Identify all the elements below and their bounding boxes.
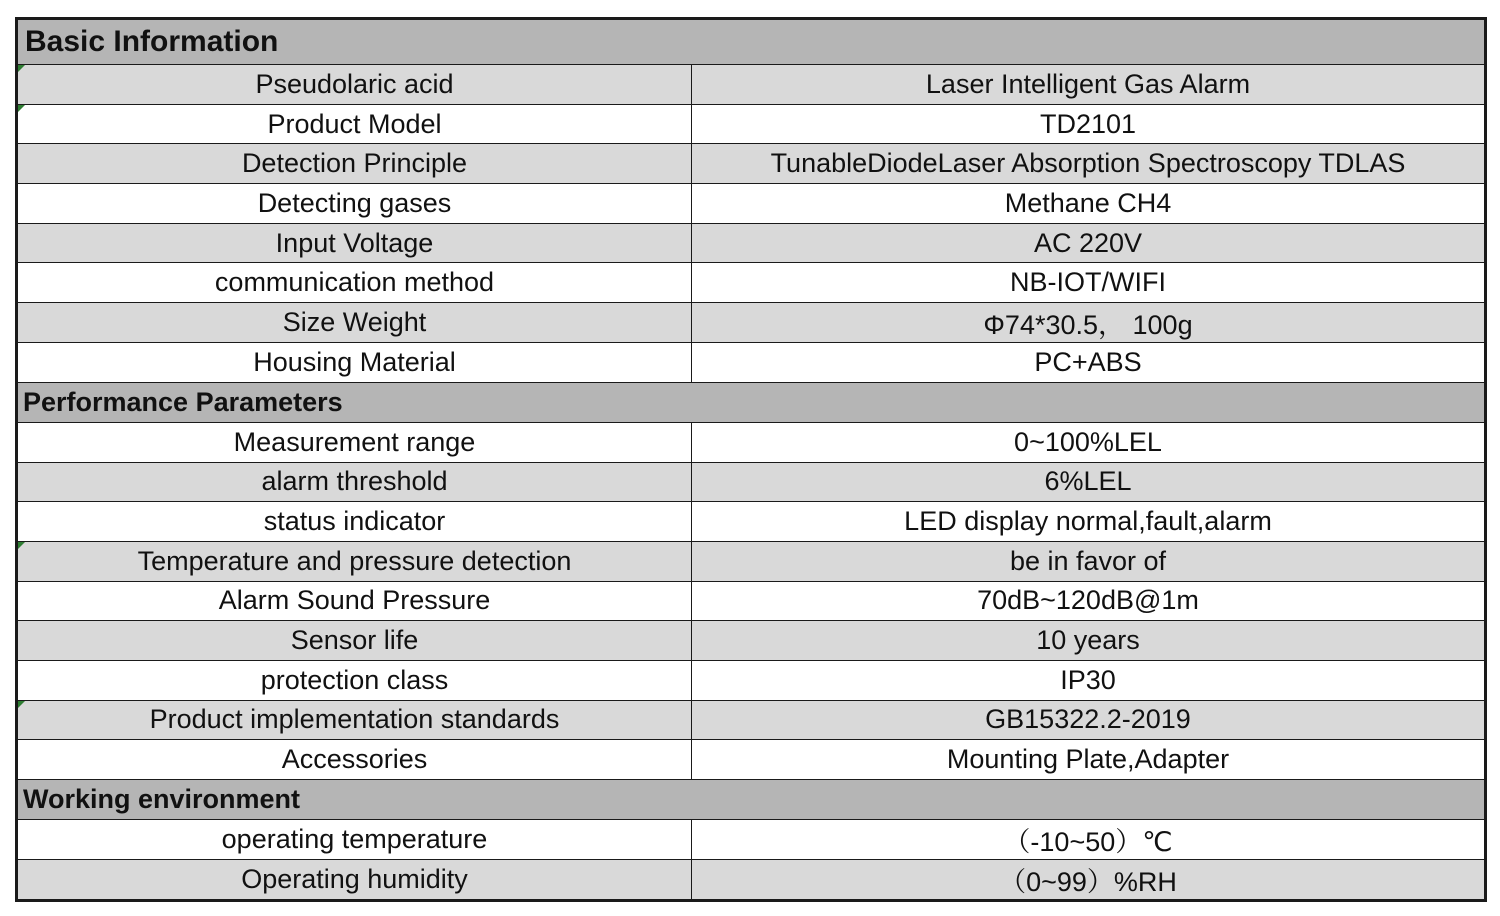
row-value: TD2101 [692, 104, 1486, 144]
table-row [17, 263, 1486, 303]
section-title: Performance Parameters [17, 382, 1486, 422]
section-header-row [17, 780, 1486, 820]
table-row [17, 660, 1486, 700]
row-label: operating temperature [17, 820, 692, 860]
table-row [17, 184, 1486, 224]
row-label: Alarm Sound Pressure [17, 581, 692, 621]
row-value: NB-IOT/WIFI [692, 263, 1486, 303]
row-label: status indicator [17, 502, 692, 542]
row-value: LED display normal,fault,alarm [692, 502, 1486, 542]
row-label-text: Temperature and pressure detection [137, 545, 572, 576]
row-label: communication method [17, 263, 692, 303]
row-label: Operating humidity [17, 860, 692, 901]
table-row [17, 65, 1486, 105]
row-label-text: Product implementation standards [149, 704, 560, 735]
section-title: Working environment [17, 780, 1486, 820]
row-label [17, 700, 692, 740]
row-label: protection class [17, 660, 692, 700]
row-value: be in favor of [692, 541, 1486, 581]
section-header-row [17, 19, 1486, 65]
row-label: Sensor life [17, 621, 692, 661]
row-label: alarm threshold [17, 462, 692, 502]
table-row [17, 860, 1486, 901]
table-row [17, 144, 1486, 184]
row-value: TunableDiodeLaser Absorption Spectroscopy TDLAS [692, 144, 1486, 184]
section-header-row [17, 382, 1486, 422]
row-label [17, 104, 692, 144]
table-row [17, 700, 1486, 740]
row-label-text: Pseudolaric acid [255, 68, 454, 99]
row-label [17, 541, 692, 581]
row-value: 0~100%LEL [692, 422, 1486, 462]
section-title: Basic Information [17, 19, 1486, 65]
row-label: Housing Material [17, 343, 692, 383]
row-value: GB15322.2-2019 [692, 700, 1486, 740]
cell-marker-icon [18, 701, 25, 708]
cell-marker-icon [18, 65, 25, 72]
table-row [17, 581, 1486, 621]
row-label: Accessories [17, 740, 692, 780]
row-value: （0~99）%RH [692, 860, 1486, 901]
row-value: Laser Intelligent Gas Alarm [692, 65, 1486, 105]
row-label: Measurement range [17, 422, 692, 462]
table-row [17, 223, 1486, 263]
row-value: 70dB~120dB@1m [692, 581, 1486, 621]
table-row [17, 502, 1486, 542]
row-label [17, 65, 692, 105]
row-value: 10 years [692, 621, 1486, 661]
table-row [17, 303, 1486, 343]
table-row [17, 621, 1486, 661]
row-label: Detecting gases [17, 184, 692, 224]
row-value: 6%LEL [692, 462, 1486, 502]
row-value: Methane CH4 [692, 184, 1486, 224]
row-value: AC 220V [692, 223, 1486, 263]
row-value: （-10~50）℃ [692, 820, 1486, 860]
table-row [17, 541, 1486, 581]
table-row [17, 820, 1486, 860]
row-value: IP30 [692, 660, 1486, 700]
table-row [17, 422, 1486, 462]
table-row [17, 343, 1486, 383]
cell-marker-icon [18, 542, 25, 549]
row-value: Mounting Plate,Adapter [692, 740, 1486, 780]
cell-marker-icon [18, 105, 25, 112]
spec-table [15, 17, 1487, 902]
row-label: Detection Principle [17, 144, 692, 184]
row-value: PC+ABS [692, 343, 1486, 383]
row-label: Size Weight [17, 303, 692, 343]
table-row [17, 740, 1486, 780]
row-label-text: Product Model [267, 108, 442, 139]
row-label: Input Voltage [17, 223, 692, 263]
row-value: Φ74*30.5， 100g [692, 303, 1486, 343]
table-row [17, 462, 1486, 502]
table-row [17, 104, 1486, 144]
